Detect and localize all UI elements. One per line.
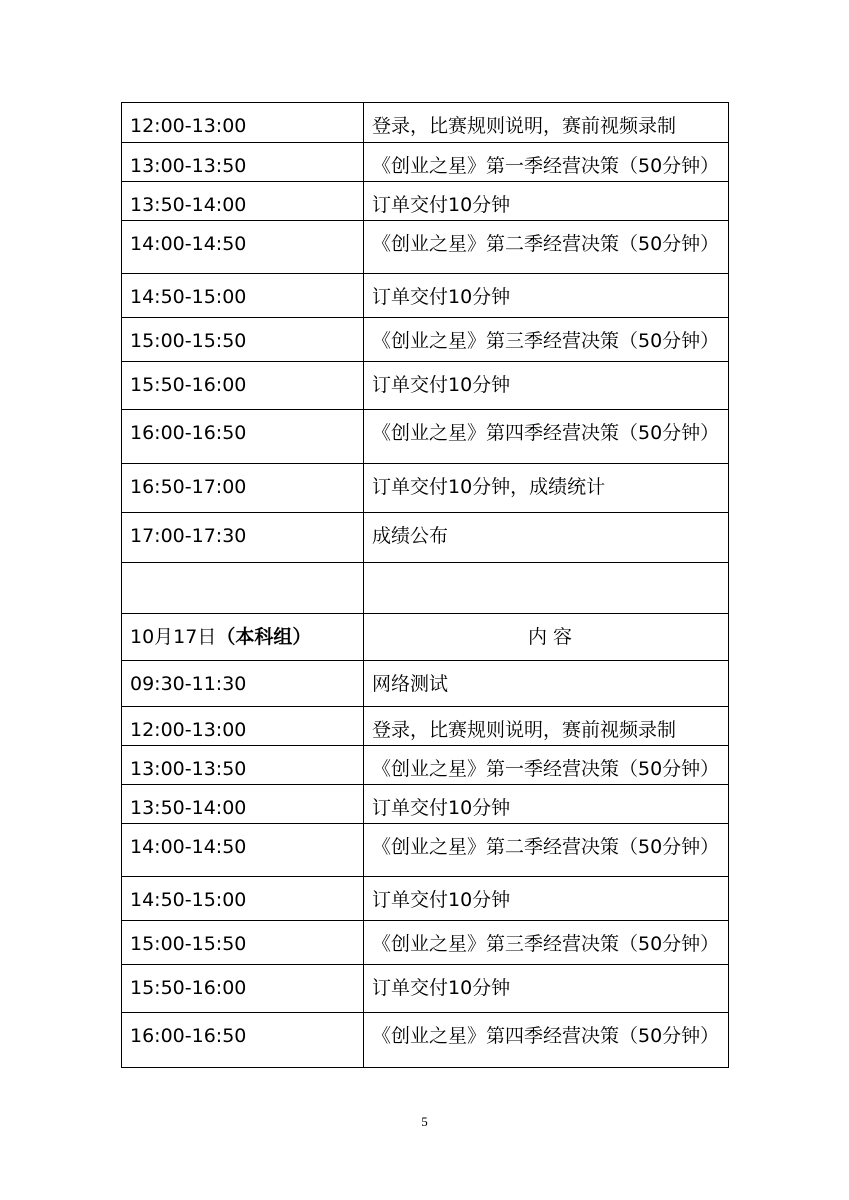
empty-cell xyxy=(122,563,364,614)
schedule-table xyxy=(121,102,729,1068)
table-row xyxy=(122,318,729,362)
time-cell: 12:00-13:00 xyxy=(122,707,364,746)
content-cell: 《创业之星》第三季经营决策（50分钟） xyxy=(364,318,729,362)
time-cell: 17:00-17:30 xyxy=(122,513,364,563)
time-cell: 14:50-15:00 xyxy=(122,274,364,318)
content-cell: 《创业之星》第一季经营决策（50分钟） xyxy=(364,143,729,182)
content-cell: 《创业之星》第一季经营决策（50分钟） xyxy=(364,746,729,785)
section-header-row xyxy=(122,614,729,661)
content-cell: 《创业之星》第四季经营决策（50分钟） xyxy=(364,1013,729,1068)
table-row xyxy=(122,965,729,1013)
content-header-label: 内 容 xyxy=(527,626,573,648)
table-row xyxy=(122,877,729,921)
content-cell: 订单交付10分钟 xyxy=(364,877,729,921)
time-cell: 16:50-17:00 xyxy=(122,464,364,513)
time-cell: 15:00-15:50 xyxy=(122,921,364,965)
time-cell: 16:00-16:50 xyxy=(122,410,364,464)
page-number: 5 xyxy=(421,1114,428,1129)
time-cell: 14:50-15:00 xyxy=(122,877,364,921)
table-row xyxy=(122,362,729,410)
date-header-cell xyxy=(122,614,364,661)
content-cell: 《创业之星》第二季经营决策（50分钟） xyxy=(364,221,729,274)
content-cell: 《创业之星》第四季经营决策（50分钟） xyxy=(364,410,729,464)
table-row xyxy=(122,1013,729,1068)
content-header-cell xyxy=(364,614,729,661)
time-cell: 12:00-13:00 xyxy=(122,103,364,143)
empty-row xyxy=(122,563,729,614)
time-cell: 15:50-16:00 xyxy=(122,362,364,410)
empty-cell xyxy=(364,563,729,614)
content-cell: 《创业之星》第三季经营决策（50分钟） xyxy=(364,921,729,965)
table-row xyxy=(122,824,729,877)
table-row xyxy=(122,274,729,318)
table-row xyxy=(122,513,729,563)
content-cell: 订单交付10分钟 xyxy=(364,182,729,221)
table-row xyxy=(122,661,729,707)
content-cell: 订单交付10分钟 xyxy=(364,274,729,318)
time-cell: 13:00-13:50 xyxy=(122,143,364,182)
content-cell: 订单交付10分钟 xyxy=(364,362,729,410)
time-cell: 14:00-14:50 xyxy=(122,824,364,877)
time-cell: 13:50-14:00 xyxy=(122,785,364,824)
time-cell: 14:00-14:50 xyxy=(122,221,364,274)
table-row xyxy=(122,221,729,274)
time-cell: 09:30-11:30 xyxy=(122,661,364,707)
table-row xyxy=(122,103,729,143)
content-cell: 订单交付10分钟 xyxy=(364,785,729,824)
content-cell: 订单交付10分钟，成绩统计 xyxy=(364,464,729,513)
table-row xyxy=(122,464,729,513)
content-cell: 订单交付10分钟 xyxy=(364,965,729,1013)
table-row xyxy=(122,143,729,182)
table-row xyxy=(122,182,729,221)
table-row xyxy=(122,921,729,965)
content-cell: 成绩公布 xyxy=(364,513,729,563)
content-cell: 《创业之星》第二季经营决策（50分钟） xyxy=(364,824,729,877)
group-label: （本科组） xyxy=(216,626,312,648)
time-cell: 13:50-14:00 xyxy=(122,182,364,221)
time-cell: 16:00-16:50 xyxy=(122,1013,364,1068)
table-row xyxy=(122,785,729,824)
table-row xyxy=(122,746,729,785)
content-cell: 网络测试 xyxy=(364,661,729,707)
date-label: 10月17日 xyxy=(130,626,217,648)
time-cell: 15:00-15:50 xyxy=(122,318,364,362)
content-cell: 登录，比赛规则说明，赛前视频录制 xyxy=(364,103,729,143)
time-cell: 13:00-13:50 xyxy=(122,746,364,785)
table-row xyxy=(122,410,729,464)
time-cell: 15:50-16:00 xyxy=(122,965,364,1013)
content-cell: 登录，比赛规则说明，赛前视频录制 xyxy=(364,707,729,746)
table-row xyxy=(122,707,729,746)
